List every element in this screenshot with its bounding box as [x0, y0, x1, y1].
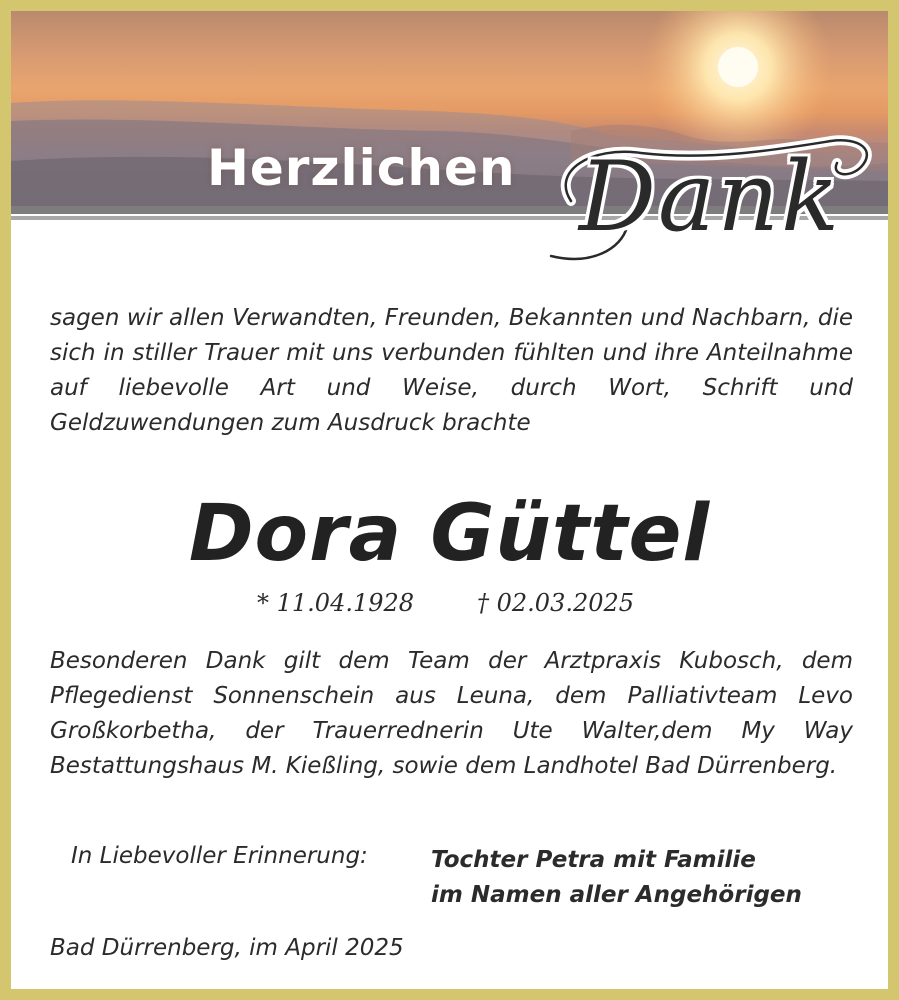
dank-swirl [531, 131, 876, 271]
intro-paragraph: sagen wir allen Verwandten, Freunden, Bekannten und Nachbarn, die sich in stiller Trauer mit uns verbunden fühlten und ihre Anteilnahme auf liebevolle Art und Weise, durch Wort, Schrift und Geldzuwendungen zum Ausdruck brachte [50, 305, 853, 436]
family-signature [431, 843, 802, 913]
place-and-date: Bad Dürrenberg, im April 2025 [50, 935, 404, 961]
memory-label: In Liebevoller Erinnerung: [71, 843, 368, 869]
family-line-1: Tochter Petra mit Familie [431, 847, 756, 873]
death-date: † 02.03.2025 [477, 589, 635, 617]
deceased-name: Dora Güttel [188, 489, 711, 579]
thanks-paragraph: Besonderen Dank gilt dem Team der Arztpraxis Kubosch, dem Pflegedienst Sonnenschein aus Leuna, dem Palliativteam Levo Großkorbetha, der Trauerrednerin Ute Walter,dem My Way Bestattungshaus M. Kießling, sowie dem Landhotel Bad Dürrenberg. [50, 648, 853, 779]
birth-date: * 11.04.1928 [257, 589, 415, 617]
header-title-dank: Dank [579, 141, 842, 253]
header-title-herzlichen: Herzlichen [207, 139, 516, 197]
family-line-2: im Namen aller Angehörigen [431, 882, 802, 908]
